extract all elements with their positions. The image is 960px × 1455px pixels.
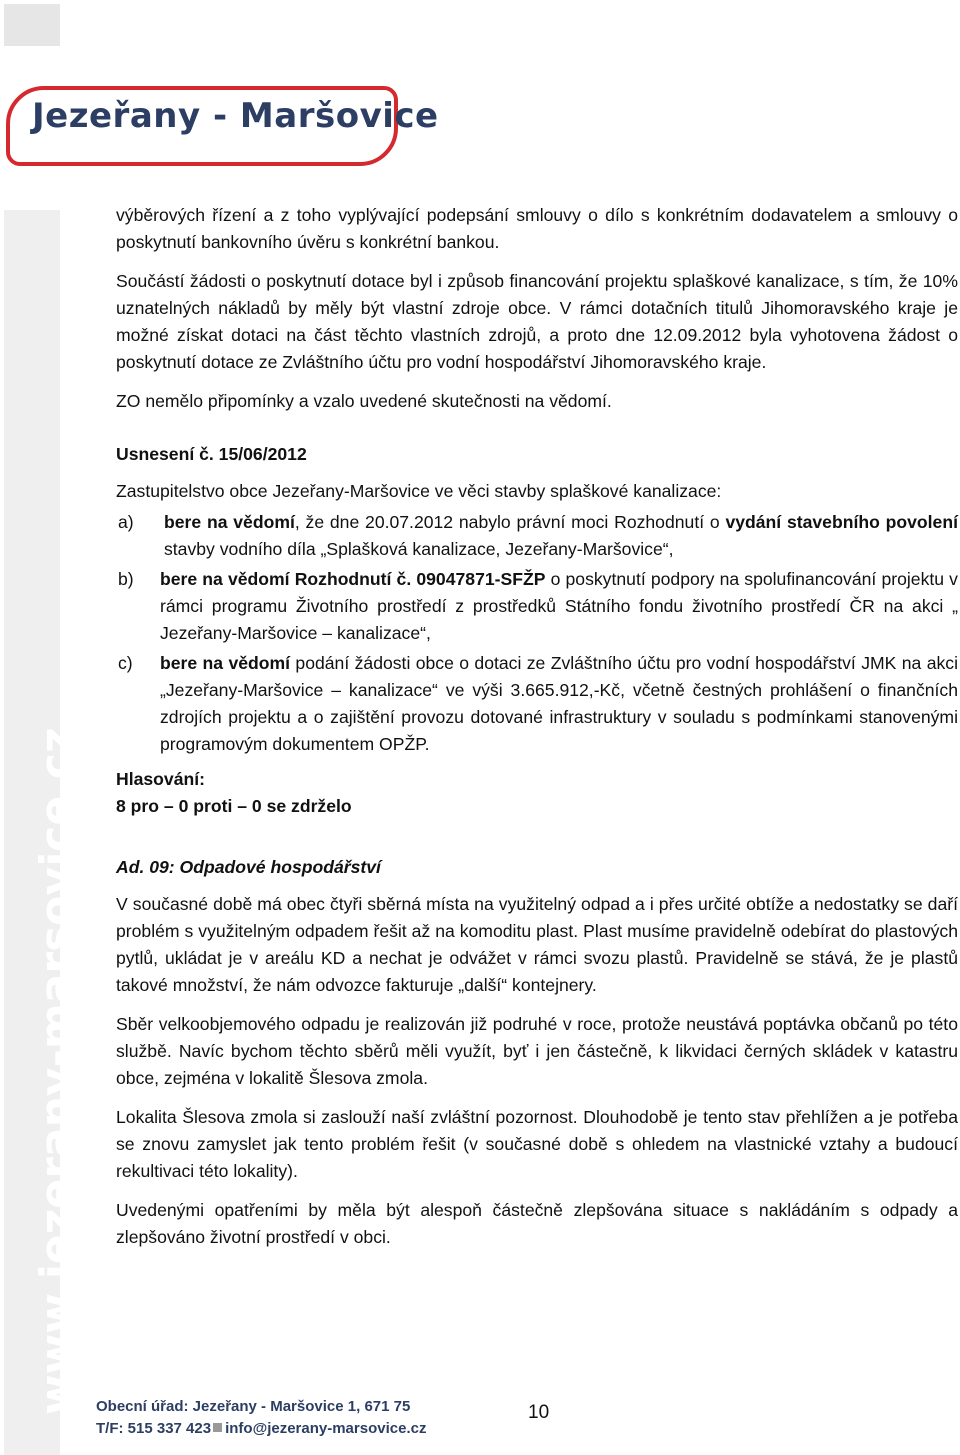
item-letter: a) — [118, 512, 134, 532]
footer-contact — [96, 1396, 426, 1440]
resolution-title: Usnesení č. 15/06/2012 — [116, 444, 307, 464]
item-text: podání žádosti obce o dotaci ze Zvláštního účtu pro vodní hospodářství JMK na akci „Jezeřany-Maršovice – kanalizace“ ve výši 3.665.912,-Kč, včetně čestných prohlášení o finančních zdrojích projektu a o zajištění provozu dotované infrastruktury v souladu s podmínkami stanovenými programovým dokumentem OPŽP. — [160, 653, 958, 754]
paragraph: Lokalita Šlesova zmola si zaslouží naší zvláštní pozornost. Dlouhodobě je tento stav přehlížen a je potřeba se znovu zamyslet jak tento problém řešit (v současné době s ohledem na vlastnické vztahy a budoucí rekultivaci této lokality). — [116, 1107, 958, 1181]
page-number: 10 — [528, 1402, 550, 1423]
corner-decoration — [4, 4, 60, 46]
item-letter: c) — [118, 653, 133, 673]
square-icon — [213, 1423, 222, 1432]
vote-result: 8 pro – 0 proti – 0 se zdrželo — [116, 796, 352, 816]
item-bold: bere na vědomí — [164, 512, 295, 532]
logo-text: Jezeřany - Maršovice — [32, 96, 439, 136]
footer-phone: T/F: 515 337 423 — [96, 1420, 212, 1437]
item-text: o poskytnutí podpory na spolufinancování projektu v rámci programu Životního prostředí z prostředků Státního fondu životního prostředí ČR na akci „ Jezeřany-Maršovice – kanalizace“, — [160, 569, 958, 643]
paragraph: výběrových řízení a z toho vyplývající podepsání smlouvy o dílo s konkrétním dodavatelem a smlouvy o poskytnutí bankovního úvěru s konkrétní bankou. — [116, 205, 958, 252]
vote-block — [116, 766, 958, 820]
paragraph: V současné době má obec čtyři sběrná místa na využitelný odpad a i přes určité obtíže a nedostatky se daří problém s využitelným odpadem řešit až na komoditu plast. Plast musíme pravidelně odebírat do plastových pytlů, ukládat je v areálu KD a nechat je odvážet v rámci svozu plastů. Pravidelně se stává, že je plastů takové množství, že nám odvozce fakturuje „další“ kontejnery. — [116, 894, 958, 995]
resolution-item-b — [116, 566, 958, 647]
section-title: Ad. 09: Odpadové hospodářství — [116, 857, 381, 877]
item-bold: vydání stavebního povolení — [725, 512, 958, 532]
item-bold: bere na vědomí — [160, 653, 291, 673]
resolution-item-c — [116, 650, 958, 758]
paragraph: Uvedenými opatřeními by měla být alespoň částečně zlepšována situace s nakládáním s odpady a zlepšováno životní prostředí v obci. — [116, 1200, 958, 1247]
logo — [6, 86, 439, 166]
resolution-intro: Zastupitelstvo obce Jezeřany-Maršovice ve věci stavby splaškové kanalizace: — [116, 481, 722, 501]
footer-phone-email — [96, 1418, 426, 1440]
document-body — [116, 202, 958, 1263]
footer-email: info@jezerany-marsovice.cz — [225, 1420, 427, 1437]
paragraph: ZO nemělo připomínky a vzalo uvedené skutečnosti na vědomí. — [116, 391, 612, 411]
vote-label: Hlasování: — [116, 769, 205, 789]
item-letter: b) — [118, 569, 134, 589]
side-website-url: www.jezerany-marsovice.cz — [31, 727, 82, 1415]
paragraph: Sběr velkoobjemového odpadu je realizován již podruhé v roce, protože neustává poptávka občanů po této službě. Navíc bychom těchto sběrů měli využít, byť i jen částečně, k likvidaci černých skládek v katastru obce, zejména v lokalitě Šlesova zmola. — [116, 1014, 958, 1088]
item-text: , že dne 20.07.2012 nabylo právní moci Rozhodnutí o — [294, 512, 726, 532]
paragraph: Součástí žádosti o poskytnutí dotace byl i způsob financování projektu splaškové kanalizace, s tím, že 10% uznatelných nákladů by měly být vlastní zdroje obce. V rámci dotačních titulů Jihomoravského kraje je možné získat dotaci na část těchto vlastních zdrojů, a proto dne 12.09.2012 byla vyhotovena žádost o poskytnutí dotace ze Zvláštního účtu pro vodní hospodářství Jihomoravského kraje. — [116, 271, 958, 372]
resolution-item-a — [116, 509, 958, 563]
item-bold: bere na vědomí Rozhodnutí č. 09047871-SFŽP — [160, 569, 546, 589]
item-text: stavby vodního díla „Splašková kanalizace, Jezeřany-Maršovice“, — [164, 539, 674, 559]
footer-address: Obecní úřad: Jezeřany - Maršovice 1, 671 75 — [96, 1398, 411, 1415]
resolution-items — [116, 509, 958, 758]
